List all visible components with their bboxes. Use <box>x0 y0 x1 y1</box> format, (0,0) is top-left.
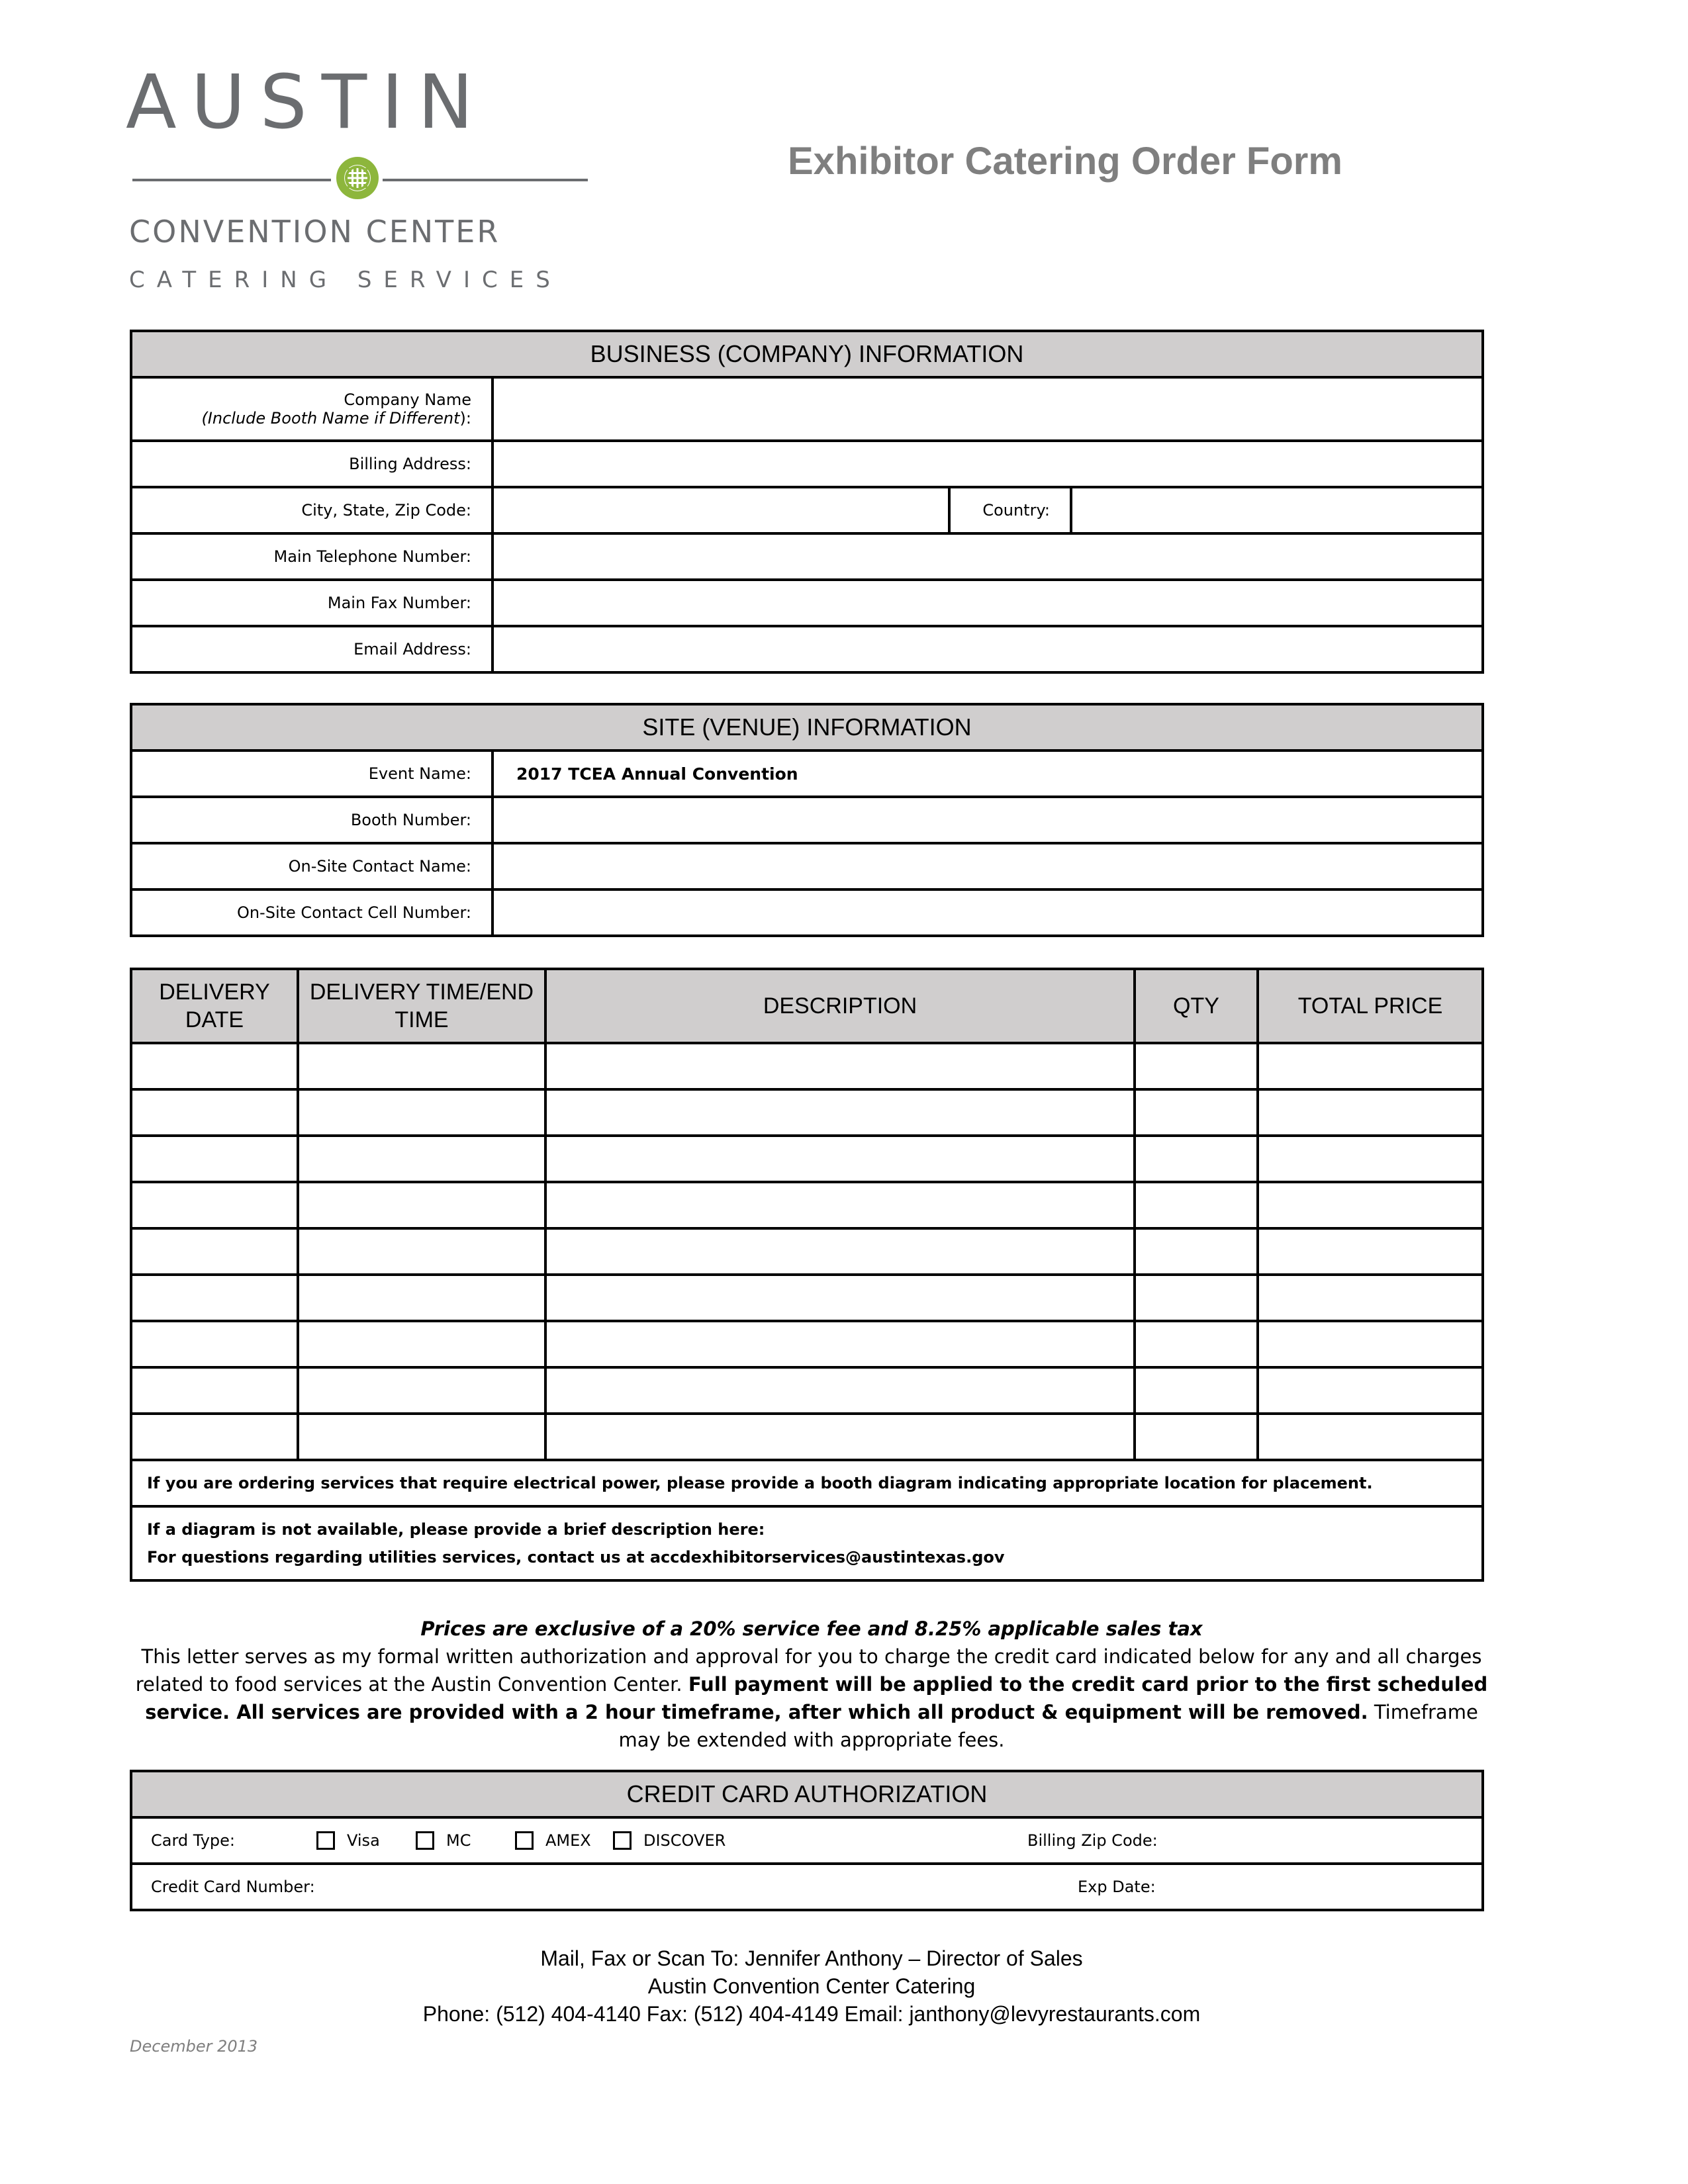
onsite-contact-cell-label: On-Site Contact Cell Number: <box>131 889 492 936</box>
onsite-contact-name-field[interactable] <box>492 843 1483 889</box>
qty-cell[interactable] <box>1135 1275 1258 1321</box>
mail-to-line: Mail, Fax or Scan To: Jennifer Anthony – Director of Sales <box>540 1946 1083 1970</box>
site-info-header: SITE (VENUE) INFORMATION <box>131 704 1483 751</box>
description-cell[interactable] <box>545 1321 1135 1367</box>
page-title: Exhibitor Catering Order Form <box>788 140 1342 183</box>
qty-cell[interactable] <box>1135 1228 1258 1275</box>
visa-checkbox[interactable] <box>316 1831 335 1850</box>
revision-date: December 2013 <box>130 2037 258 2056</box>
booth-number-field[interactable] <box>492 797 1483 843</box>
description-cell[interactable] <box>545 1228 1135 1275</box>
exp-date-label: Exp Date: <box>1078 1878 1156 1896</box>
total-price-cell[interactable] <box>1258 1182 1483 1228</box>
delivery-time-cell[interactable] <box>298 1367 545 1414</box>
footer-contact <box>130 1944 1493 2028</box>
pricing-note: Prices are exclusive of a 20% service fee and 8.25% applicable sales tax <box>420 1617 1203 1640</box>
column-header-delivery-date: DELIVERY DATE <box>131 969 298 1043</box>
delivery-date-cell[interactable] <box>131 1321 298 1367</box>
amex-label: AMEX <box>545 1831 591 1850</box>
logo-convention-center: CONVENTION CENTER <box>129 214 500 250</box>
utilities-contact-note: For questions regarding utilities services, contact us at accdexhibitorservices@austintexas.gov <box>147 1548 1005 1567</box>
billing-address-label: Billing Address: <box>131 441 492 487</box>
description-cell[interactable] <box>545 1182 1135 1228</box>
total-price-cell[interactable] <box>1258 1136 1483 1182</box>
delivery-date-cell[interactable] <box>131 1089 298 1136</box>
delivery-date-cell[interactable] <box>131 1182 298 1228</box>
card-number-label: Credit Card Number: <box>151 1878 315 1896</box>
table-row <box>131 1367 1483 1414</box>
card-type-row <box>131 1817 1483 1864</box>
amex-checkbox[interactable] <box>515 1831 534 1850</box>
description-cell[interactable] <box>545 1043 1135 1089</box>
qty-cell[interactable] <box>1135 1321 1258 1367</box>
table-row <box>131 1228 1483 1275</box>
logo-rule-left <box>132 179 331 181</box>
column-header-description: DESCRIPTION <box>545 969 1135 1043</box>
total-price-cell[interactable] <box>1258 1367 1483 1414</box>
event-name-field[interactable]: 2017 TCEA Annual Convention <box>492 751 1483 797</box>
credit-card-header: CREDIT CARD AUTHORIZATION <box>131 1771 1483 1817</box>
table-row <box>131 1275 1483 1321</box>
card-type-label: Card Type: <box>151 1831 235 1850</box>
delivery-time-cell[interactable] <box>298 1089 545 1136</box>
description-cell[interactable] <box>545 1367 1135 1414</box>
business-info-header: BUSINESS (COMPANY) INFORMATION <box>131 331 1483 377</box>
city-state-zip-field[interactable] <box>492 487 949 533</box>
country-label: Country: <box>949 487 1071 533</box>
main-telephone-label: Main Telephone Number: <box>131 533 492 580</box>
mc-checkbox[interactable] <box>416 1831 434 1850</box>
delivery-date-cell[interactable] <box>131 1136 298 1182</box>
description-cell[interactable] <box>545 1136 1135 1182</box>
organization-line: Austin Convention Center Catering <box>647 1974 976 1998</box>
onsite-contact-name-label: On-Site Contact Name: <box>131 843 492 889</box>
delivery-date-cell[interactable] <box>131 1043 298 1089</box>
table-row <box>131 1043 1483 1089</box>
total-price-cell[interactable] <box>1258 1043 1483 1089</box>
logo-rule-right <box>383 179 588 181</box>
delivery-date-cell[interactable] <box>131 1275 298 1321</box>
delivery-time-cell[interactable] <box>298 1182 545 1228</box>
column-header-total-price: TOTAL PRICE <box>1258 969 1483 1043</box>
company-name-field[interactable] <box>492 377 1483 441</box>
electrical-power-note: If you are ordering services that require electrical power, please provide a booth diagram indicating appropriate location for placement. <box>131 1460 1483 1506</box>
globe-icon <box>334 155 381 201</box>
total-price-cell[interactable] <box>1258 1275 1483 1321</box>
main-fax-label: Main Fax Number: <box>131 580 492 626</box>
card-number-row <box>131 1864 1483 1910</box>
country-field[interactable] <box>1071 487 1483 533</box>
main-telephone-field[interactable] <box>492 533 1483 580</box>
logo-wordmark: AUSTIN <box>126 60 488 146</box>
delivery-date-cell[interactable] <box>131 1367 298 1414</box>
qty-cell[interactable] <box>1135 1043 1258 1089</box>
logo-catering-services: CATERING SERVICES <box>129 267 562 293</box>
qty-cell[interactable] <box>1135 1367 1258 1414</box>
qty-cell[interactable] <box>1135 1182 1258 1228</box>
total-price-cell[interactable] <box>1258 1321 1483 1367</box>
total-price-cell[interactable] <box>1258 1228 1483 1275</box>
qty-cell[interactable] <box>1135 1414 1258 1460</box>
table-row <box>131 1321 1483 1367</box>
diagram-note: If a diagram is not available, please provide a brief description here: <box>147 1520 765 1539</box>
terms-block <box>130 1615 1493 1754</box>
description-cell[interactable] <box>545 1275 1135 1321</box>
main-fax-field[interactable] <box>492 580 1483 626</box>
description-cell[interactable] <box>545 1414 1135 1460</box>
billing-address-field[interactable] <box>492 441 1483 487</box>
qty-cell[interactable] <box>1135 1089 1258 1136</box>
qty-cell[interactable] <box>1135 1136 1258 1182</box>
company-name-label: Company Name (Include Booth Name if Different): <box>131 377 492 441</box>
table-row <box>131 1089 1483 1136</box>
delivery-time-cell[interactable] <box>298 1228 545 1275</box>
column-header-delivery-time: DELIVERY TIME/END TIME <box>298 969 545 1043</box>
credit-card-table <box>130 1770 1484 1911</box>
total-price-cell[interactable] <box>1258 1414 1483 1460</box>
table-row <box>131 1182 1483 1228</box>
diagram-description-field[interactable] <box>131 1506 1483 1580</box>
discover-label: DISCOVER <box>643 1831 726 1850</box>
event-name-label: Event Name: <box>131 751 492 797</box>
delivery-date-cell[interactable] <box>131 1228 298 1275</box>
booth-number-label: Booth Number: <box>131 797 492 843</box>
business-info-table <box>130 330 1484 674</box>
onsite-contact-cell-field[interactable] <box>492 889 1483 936</box>
table-row <box>131 1414 1483 1460</box>
delivery-time-cell[interactable] <box>298 1136 545 1182</box>
mc-label: MC <box>446 1831 471 1850</box>
order-table <box>130 968 1484 1582</box>
discover-checkbox[interactable] <box>613 1831 632 1850</box>
column-header-qty: QTY <box>1135 969 1258 1043</box>
site-info-table <box>130 703 1484 937</box>
total-price-cell[interactable] <box>1258 1089 1483 1136</box>
delivery-date-cell[interactable] <box>131 1414 298 1460</box>
delivery-time-cell[interactable] <box>298 1275 545 1321</box>
city-state-zip-label: City, State, Zip Code: <box>131 487 492 533</box>
table-row <box>131 1136 1483 1182</box>
billing-zip-label: Billing Zip Code: <box>1027 1831 1158 1850</box>
phone-fax-email-line: Phone: (512) 404-4140 Fax: (512) 404-4149 Email: janthony@levyrestaurants.com <box>422 2002 1201 2026</box>
visa-label: Visa <box>347 1831 380 1850</box>
delivery-time-cell[interactable] <box>298 1321 545 1367</box>
delivery-time-cell[interactable] <box>298 1043 545 1089</box>
authorization-text: This letter serves as my formal written authorization and approval for you to charge the credit card indicated below for any and all charges related to food services at the Austin Convention Center. Full payment will be applied to the credit card prior to the first scheduled service. All services are provided with a 2 hour timeframe, after which all product & equipment will be removed. Timeframe may be extended with appropriate fees. <box>135 1645 1488 1751</box>
email-address-label: Email Address: <box>131 626 492 672</box>
description-cell[interactable] <box>545 1089 1135 1136</box>
delivery-time-cell[interactable] <box>298 1414 545 1460</box>
email-address-field[interactable] <box>492 626 1483 672</box>
